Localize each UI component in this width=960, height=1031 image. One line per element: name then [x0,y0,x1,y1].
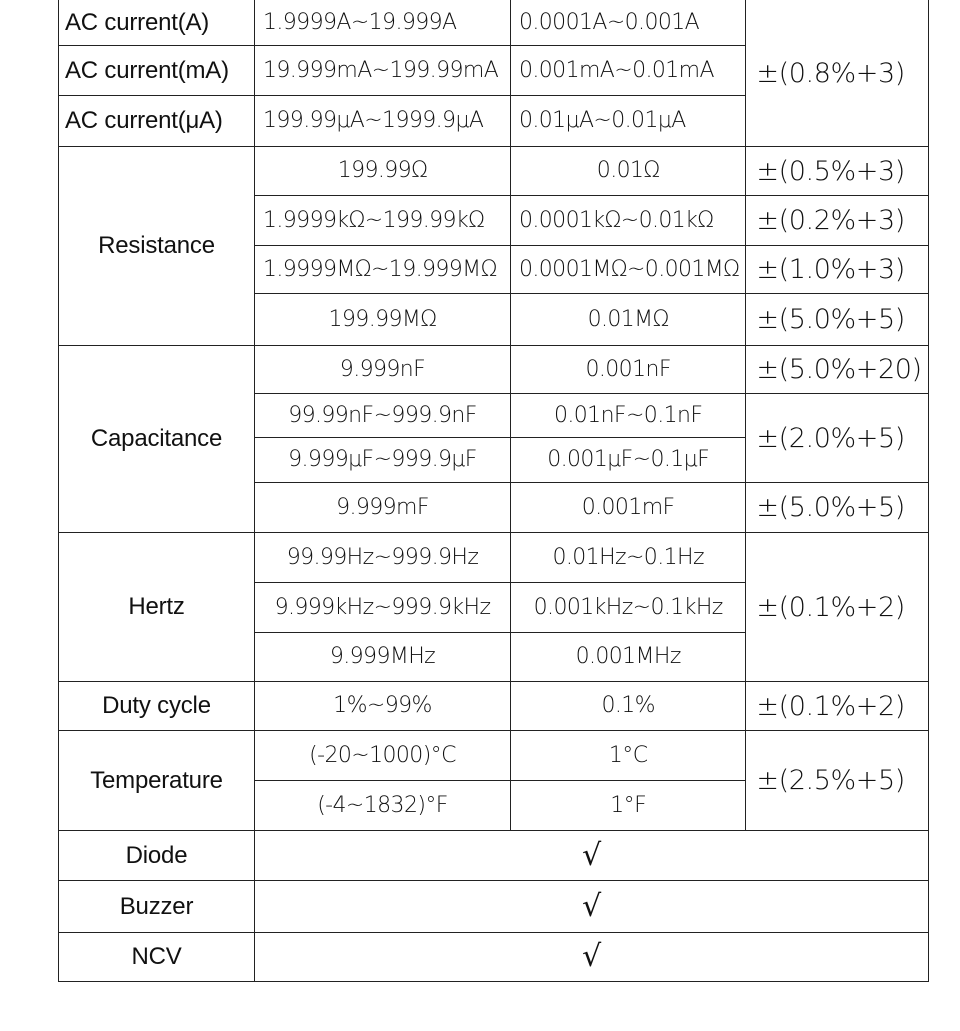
accuracy-cell: ±(1.0%+3) [746,246,928,294]
accuracy-cell: ±(0.5%+3) [746,147,928,196]
accuracy-cell: ±(2.5%+5) [746,731,928,831]
function-cell: Capacitance [59,346,255,533]
accuracy-cell: ±(5.0%+5) [746,483,928,533]
table-row [59,533,929,583]
function-cell: NCV [59,933,255,982]
check-mark: √ [255,933,929,982]
table-row [59,147,929,196]
table-row [59,831,929,881]
resolution-cell: 0.0001MΩ~0.001MΩ [511,246,746,294]
range-cell: (-20~1000)°C [255,731,511,781]
function-cell: Resistance [59,147,255,346]
table-row [59,346,929,394]
range-cell: 1.9999MΩ~19.999MΩ [255,246,511,294]
accuracy-cell: ±(2.0%+5) [746,394,928,483]
accuracy-cell: ±(5.0%+5) [746,294,928,346]
function-cell: Temperature [59,731,255,831]
check-mark: √ [255,881,929,933]
resolution-cell: 0.0001A~0.001A [511,0,746,46]
range-cell: 99.99nF~999.9nF [255,394,511,438]
accuracy-cell: ±(0.1%+2) [746,533,928,682]
function-cell: AC current(mA) [59,46,255,96]
range-cell: 19.999mA~199.99mA [255,46,511,96]
table-row [59,881,929,933]
resolution-cell: 0.01Ω [511,147,746,196]
accuracy-cell: ±(0.2%+3) [746,196,928,246]
range-cell: 199.99MΩ [255,294,511,346]
function-cell: AC current(A) [59,0,255,46]
resolution-cell: 0.01MΩ [511,294,746,346]
function-cell: AC current(μA) [59,96,255,147]
range-cell: 199.99Ω [255,147,511,196]
function-cell: Hertz [59,533,255,682]
range-cell: (-4~1832)°F [255,781,511,831]
resolution-cell: 1°C [511,731,746,781]
range-cell: 1%~99% [255,682,511,731]
table-row [59,682,929,731]
accuracy-cell: ±(0.8%+3) [746,0,928,147]
resolution-cell: 0.001μF~0.1μF [511,438,746,483]
resolution-cell: 0.01Hz~0.1Hz [511,533,746,583]
resolution-cell: 0.01nF~0.1nF [511,394,746,438]
resolution-cell: 0.001mA~0.01mA [511,46,746,96]
range-cell: 9.999kHz~999.9kHz [255,583,511,633]
function-cell: Buzzer [59,881,255,933]
range-cell: 99.99Hz~999.9Hz [255,533,511,583]
resolution-cell: 0.1% [511,682,746,731]
check-mark: √ [255,831,929,881]
table-row [59,0,929,46]
function-cell: Duty cycle [59,682,255,731]
range-cell: 1.9999A~19.999A [255,0,511,46]
resolution-cell: 0.01μA~0.01μA [511,96,746,147]
resolution-cell: 0.001MHz [511,633,746,682]
accuracy-cell: ±(5.0%+20) [746,346,928,394]
range-cell: 9.999nF [255,346,511,394]
range-cell: 9.999MHz [255,633,511,682]
resolution-cell: 0.001nF [511,346,746,394]
range-cell: 9.999μF~999.9μF [255,438,511,483]
function-cell: Diode [59,831,255,881]
accuracy-cell: ±(0.1%+2) [746,682,928,731]
resolution-cell: 0.001mF [511,483,746,533]
spec-table [58,0,929,982]
range-cell: 199.99μA~1999.9μA [255,96,511,147]
resolution-cell: 0.001kHz~0.1kHz [511,583,746,633]
resolution-cell: 0.0001kΩ~0.01kΩ [511,196,746,246]
resolution-cell: 1°F [511,781,746,831]
table-row [59,731,929,781]
range-cell: 1.9999kΩ~199.99kΩ [255,196,511,246]
table-row [59,933,929,982]
range-cell: 9.999mF [255,483,511,533]
